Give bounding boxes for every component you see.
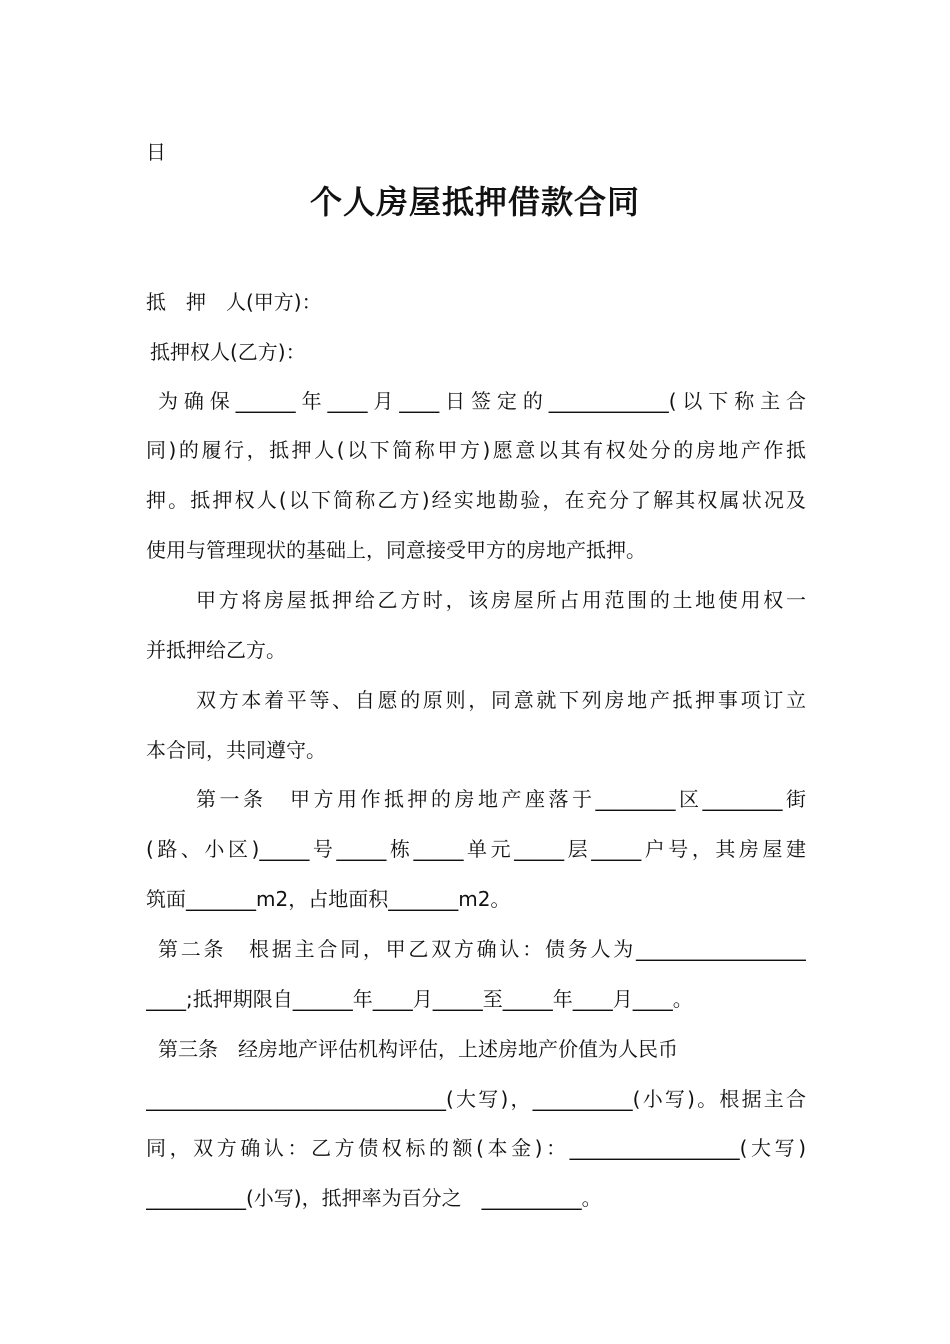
article-one-line: 第一条 甲方用作抵押的房地产座落于________区________街 bbox=[196, 787, 806, 811]
mortgagor-label: 抵 押 人(甲方)： bbox=[146, 290, 322, 314]
article-one-line: (路、小区)_____号_____栋_____单元_____层_____户号，其房屋建 bbox=[146, 837, 806, 861]
paragraph-line: 本合同，共同遵守。 bbox=[146, 738, 326, 762]
article-three-line: __________(小写)，抵押率为百分之 __________。 bbox=[146, 1186, 602, 1210]
header-fragment: 日 bbox=[146, 140, 166, 164]
article-two-line: ____;抵押期限自______年____月_____至_____年____月____。 bbox=[146, 987, 693, 1011]
page-title: 个人房屋抵押借款合同 bbox=[309, 183, 640, 221]
article-three-line: ______________________________(大写)，__________(小写)。根据主合 bbox=[146, 1087, 806, 1111]
paragraph-line: 并抵押给乙方。 bbox=[146, 638, 286, 662]
paragraph-line: 为确保______年____月____日签定的____________(以下称主合 bbox=[158, 389, 806, 413]
article-three-line: 第三条 经房地产评估机构评估，上述房地产价值为人民币 bbox=[158, 1037, 678, 1061]
article-two-line: 第二条 根据主合同，甲乙双方确认：债务人为_________________ bbox=[158, 937, 806, 961]
article-one-line: 筑面_______m2，占地面积_______m2。 bbox=[146, 887, 511, 911]
mortgagee-label: 抵押权人(乙方)： bbox=[150, 340, 306, 364]
paragraph-line: 使用与管理现状的基础上，同意接受甲方的房地产抵押。 bbox=[146, 538, 646, 562]
paragraph-line: 同)的履行，抵押人(以下简称甲方)愿意以其有权处分的房地产作抵 bbox=[146, 438, 806, 462]
article-three-line: 同，双方确认：乙方债权标的额(本金)：_________________(大写) bbox=[146, 1136, 806, 1160]
paragraph-line: 双方本着平等、自愿的原则，同意就下列房地产抵押事项订立 bbox=[196, 688, 806, 712]
paragraph-line: 甲方将房屋抵押给乙方时，该房屋所占用范围的土地使用权一 bbox=[196, 588, 806, 612]
paragraph-line: 押。抵押权人(以下简称乙方)经实地勘验，在充分了解其权属状况及 bbox=[146, 488, 806, 512]
